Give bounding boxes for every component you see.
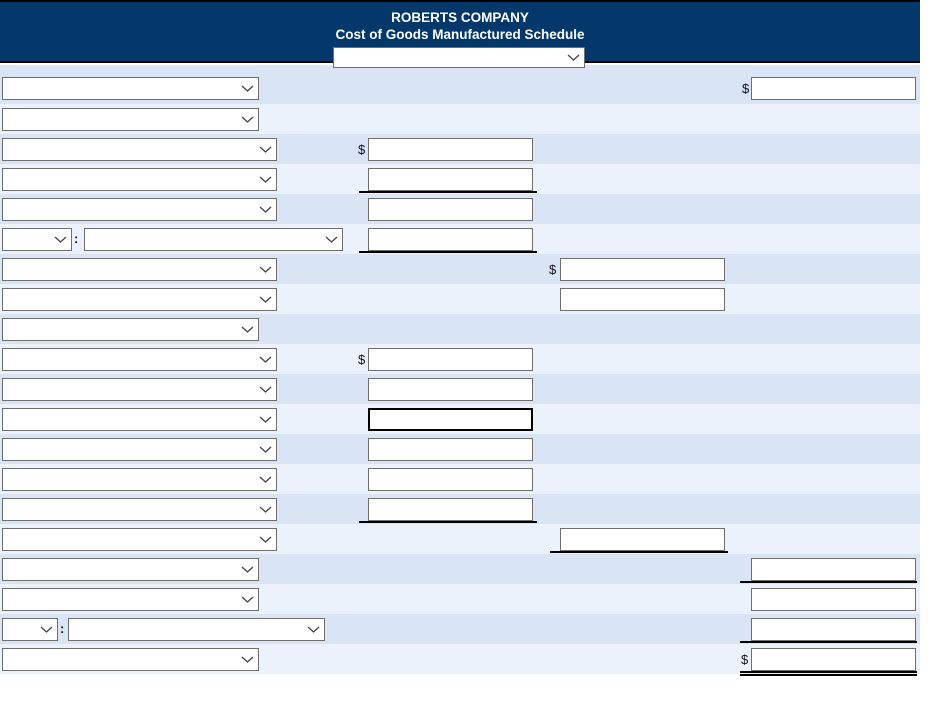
row-4-label-select[interactable] xyxy=(2,168,277,191)
schedule-row xyxy=(0,584,920,614)
row-1-amount-input[interactable] xyxy=(751,77,916,100)
row-17-amount-input[interactable] xyxy=(751,558,916,581)
schedule-row xyxy=(0,554,920,584)
dollar-sign: $ xyxy=(742,81,750,96)
row-6-label-select-wrap xyxy=(84,228,343,251)
row-10-label-select[interactable] xyxy=(2,348,277,371)
single-rule xyxy=(359,521,537,523)
schedule-row xyxy=(0,404,920,434)
row-8-amount-input[interactable] xyxy=(560,288,725,311)
row-14-label-select-wrap xyxy=(2,468,277,491)
row-13-label-select[interactable] xyxy=(2,438,277,461)
dollar-sign: $ xyxy=(358,142,366,157)
row-1-label-select-wrap xyxy=(2,77,259,100)
row-6-prefix-select[interactable] xyxy=(2,228,72,251)
row-14-amount-input[interactable] xyxy=(368,468,533,491)
schedule-row xyxy=(0,134,920,164)
single-rule xyxy=(550,551,728,553)
row-18-amount-input[interactable] xyxy=(751,588,916,611)
row-20-label-select-wrap xyxy=(2,648,259,671)
colon-separator: : xyxy=(60,621,65,636)
row-12-label-select-wrap xyxy=(2,408,277,431)
row-7-label-select[interactable] xyxy=(2,258,277,281)
schedule-row xyxy=(0,374,920,404)
row-19-prefix-select-wrap xyxy=(2,618,58,641)
schedule-row xyxy=(0,614,920,644)
period-select-wrap xyxy=(333,47,585,68)
row-17-label-select[interactable] xyxy=(2,558,259,581)
row-17-label-select-wrap xyxy=(2,558,259,581)
row-13-amount-input[interactable] xyxy=(368,438,533,461)
row-15-label-select-wrap xyxy=(2,498,277,521)
row-12-label-select[interactable] xyxy=(2,408,277,431)
row-19-amount-input[interactable] xyxy=(751,618,916,641)
single-rule xyxy=(740,581,917,583)
row-9-label-select[interactable] xyxy=(2,318,259,341)
row-11-label-select-wrap xyxy=(2,378,277,401)
schedule-row xyxy=(0,104,920,134)
row-19-label-select-wrap xyxy=(68,618,325,641)
schedule-row xyxy=(0,644,920,674)
row-20-label-select[interactable] xyxy=(2,648,259,671)
row-2-label-select-wrap xyxy=(2,108,259,131)
row-6-label-select[interactable] xyxy=(84,228,343,251)
row-1-label-select[interactable] xyxy=(2,77,259,100)
row-18-label-select-wrap xyxy=(2,588,259,611)
row-20-amount-input[interactable] xyxy=(751,648,916,671)
row-11-label-select[interactable] xyxy=(2,378,277,401)
schedule-row xyxy=(0,344,920,374)
schedule-row xyxy=(0,494,920,524)
row-18-label-select[interactable] xyxy=(2,588,259,611)
row-11-amount-input[interactable] xyxy=(368,378,533,401)
row-7-label-select-wrap xyxy=(2,258,277,281)
schedule-row xyxy=(0,464,920,494)
row-3-label-select-wrap xyxy=(2,138,277,161)
row-16-label-select[interactable] xyxy=(2,528,277,551)
schedule-row xyxy=(0,254,920,284)
row-15-amount-input[interactable] xyxy=(368,498,533,521)
schedule-title: Cost of Goods Manufactured Schedule xyxy=(335,27,585,42)
dollar-sign: $ xyxy=(358,352,366,367)
row-16-label-select-wrap xyxy=(2,528,277,551)
schedule-row xyxy=(0,194,920,224)
row-13-label-select-wrap xyxy=(2,438,277,461)
row-8-label-select-wrap xyxy=(2,288,277,311)
row-4-label-select-wrap xyxy=(2,168,277,191)
row-6-amount-input[interactable] xyxy=(368,228,533,251)
schedule-row xyxy=(0,284,920,314)
schedule-row xyxy=(0,434,920,464)
single-rule xyxy=(740,641,917,643)
double-rule xyxy=(740,674,917,676)
company-name: ROBERTS COMPANY xyxy=(391,10,529,25)
row-19-label-select[interactable] xyxy=(68,618,325,641)
single-rule xyxy=(359,251,537,253)
row-9-label-select-wrap xyxy=(2,318,259,341)
row-4-amount-input[interactable] xyxy=(368,168,533,191)
schedule-row xyxy=(0,524,920,554)
row-16-amount-input[interactable] xyxy=(560,528,725,551)
row-15-label-select[interactable] xyxy=(2,498,277,521)
row-5-amount-input[interactable] xyxy=(368,198,533,221)
period-select[interactable] xyxy=(333,47,585,68)
row-3-amount-input[interactable] xyxy=(368,138,533,161)
row-3-label-select[interactable] xyxy=(2,138,277,161)
schedule-row xyxy=(0,314,920,344)
row-10-amount-input[interactable] xyxy=(368,348,533,371)
row-14-label-select[interactable] xyxy=(2,468,277,491)
row-12-amount-input[interactable] xyxy=(368,408,533,431)
double-rule xyxy=(740,671,917,673)
schedule-row xyxy=(0,224,920,254)
row-5-label-select[interactable] xyxy=(2,198,277,221)
schedule-row xyxy=(0,164,920,194)
row-7-amount-input[interactable] xyxy=(560,258,725,281)
row-8-label-select[interactable] xyxy=(2,288,277,311)
row-10-label-select-wrap xyxy=(2,348,277,371)
row-5-label-select-wrap xyxy=(2,198,277,221)
single-rule xyxy=(359,191,537,193)
colon-separator: : xyxy=(74,231,79,246)
row-2-label-select[interactable] xyxy=(2,108,259,131)
row-19-prefix-select[interactable] xyxy=(2,618,58,641)
dollar-sign: $ xyxy=(549,262,557,277)
row-6-prefix-select-wrap xyxy=(2,228,72,251)
dollar-sign: $ xyxy=(741,652,749,667)
schedule-row xyxy=(0,65,920,104)
